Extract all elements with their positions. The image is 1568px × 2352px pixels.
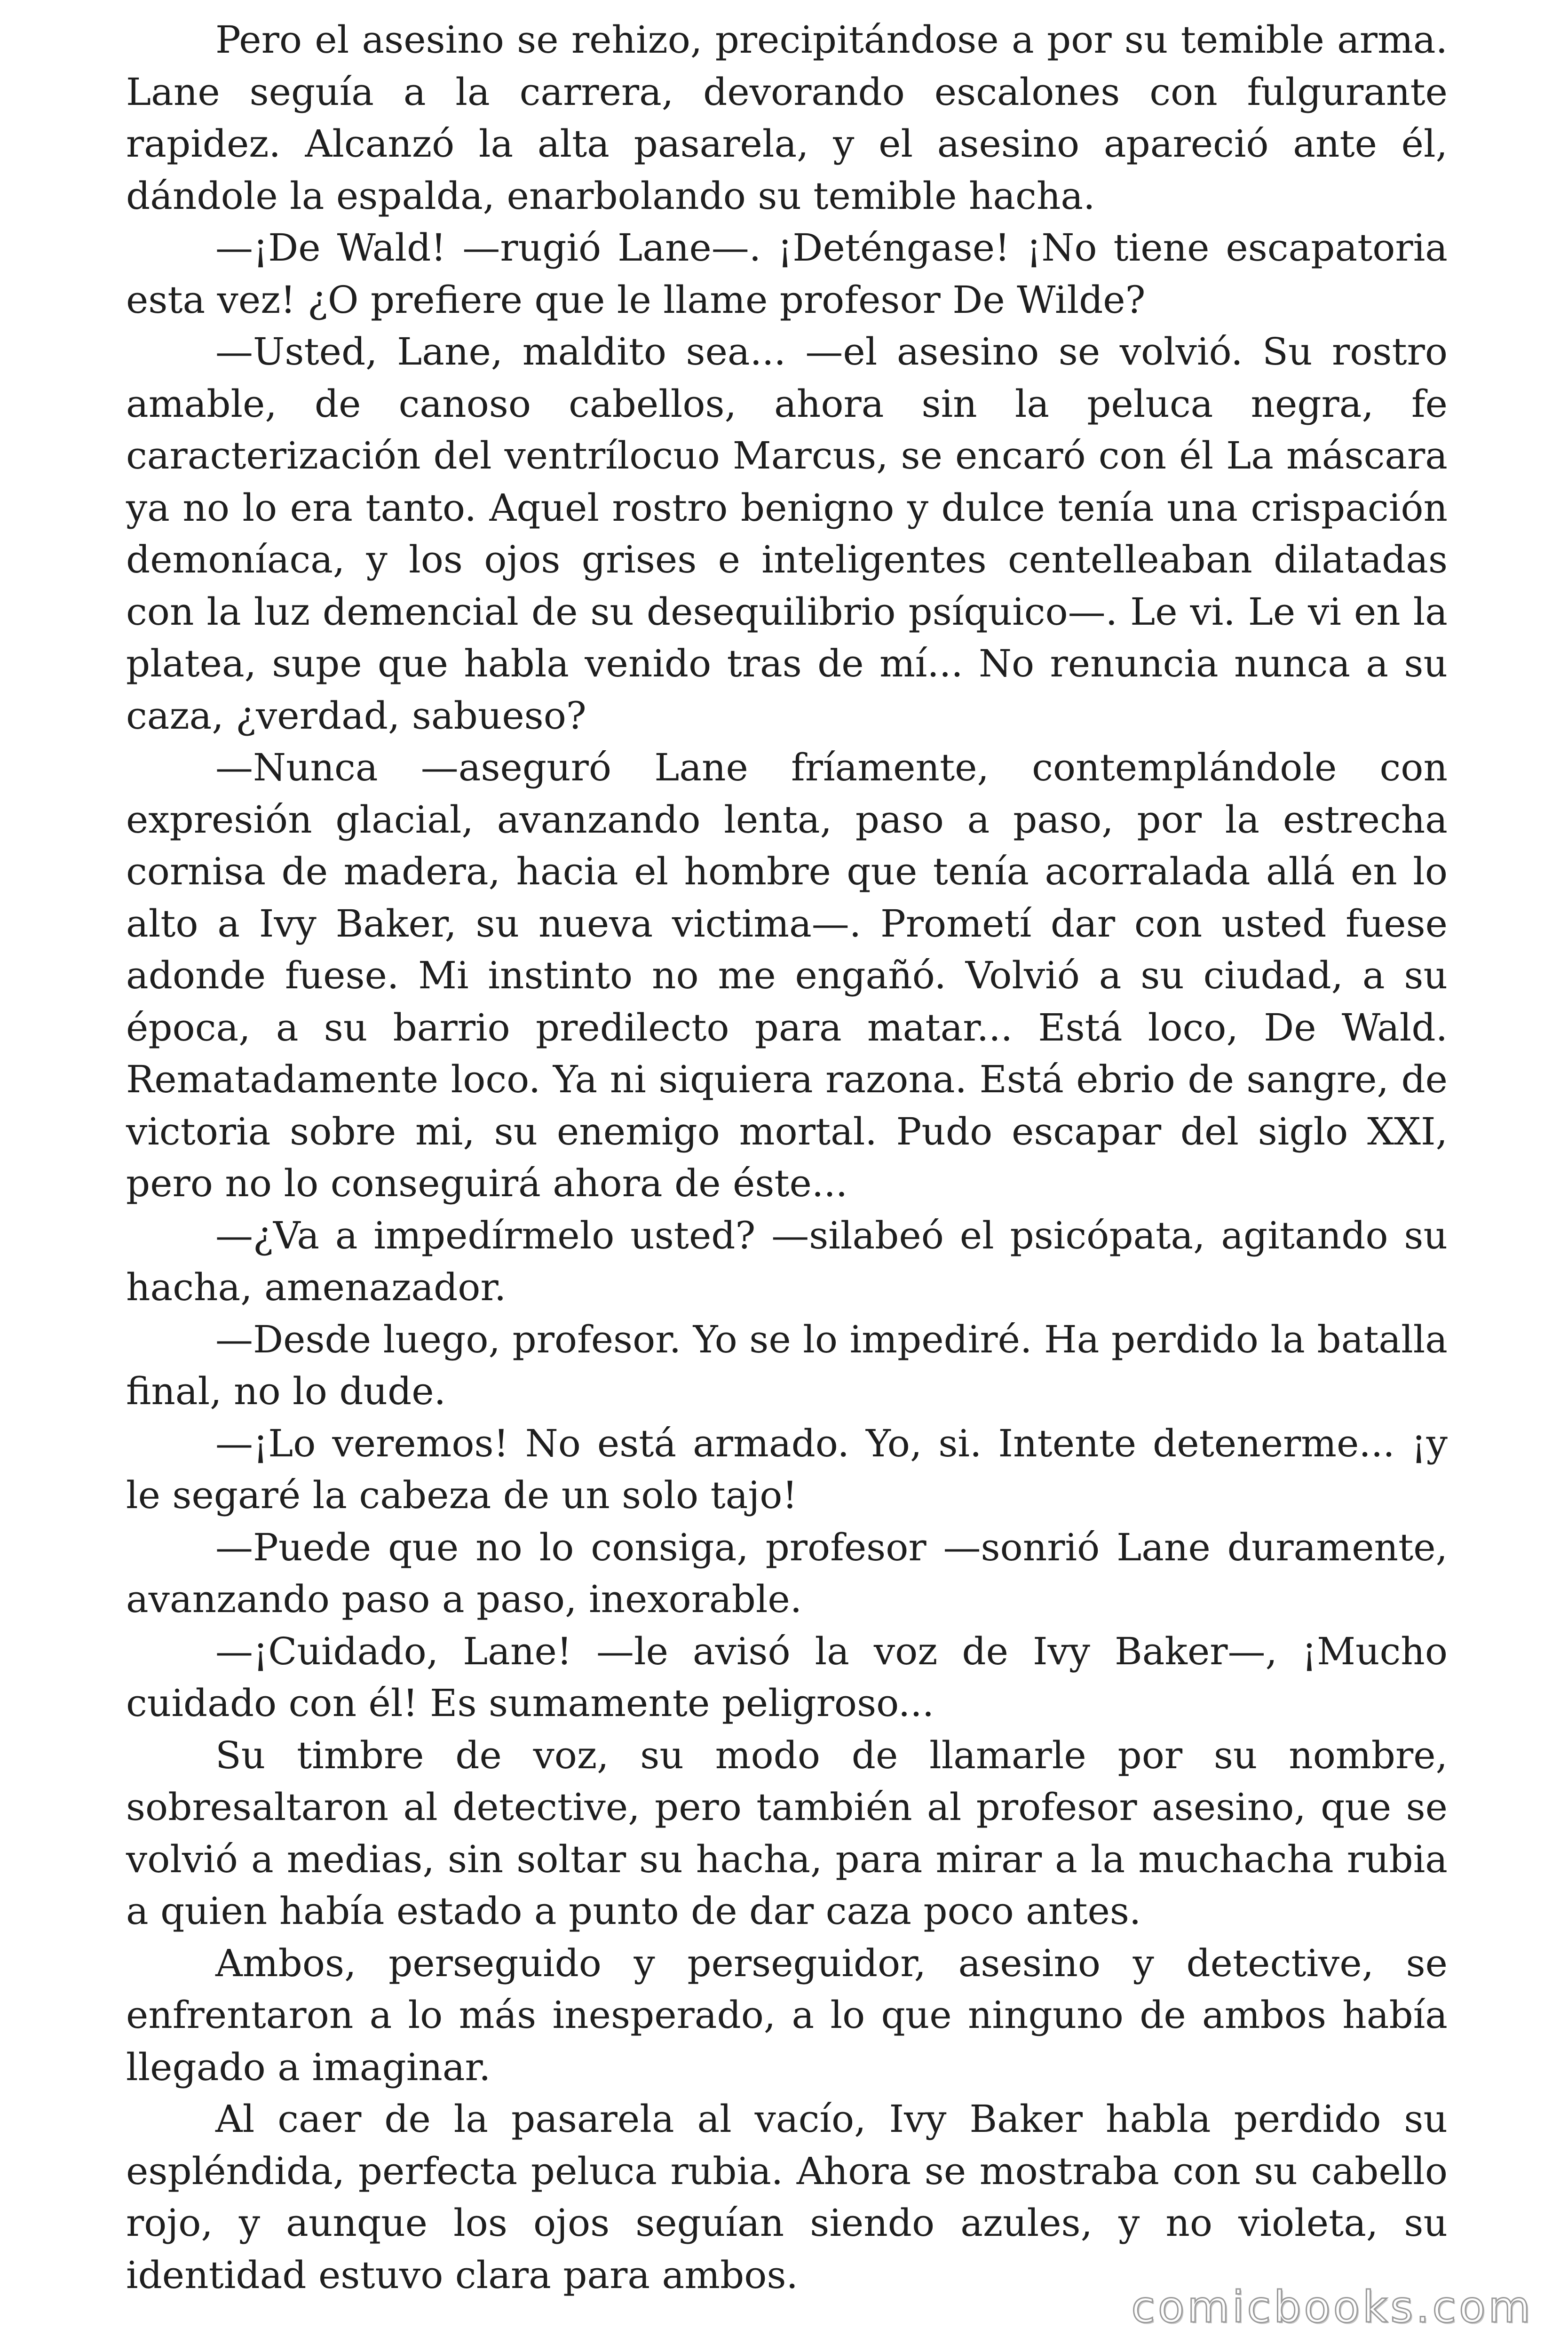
paragraph: Su timbre de voz, su modo de llamarle por su nombre, sobresaltaron al detective, pero también al profesor asesino, que se volvió a medias, sin soltar su hacha, para mirar a la muchacha rubia a quien había estado a punto de dar caza poco antes.	[126, 1733, 1448, 1933]
paragraph: —Nunca —aseguró Lane fríamente, contemplándole con expresión glacial, avanzando lenta, paso a paso, por la estrecha cornisa de madera, hacia el hombre que tenía acorralada allá en lo alto a Ivy Baker, su nueva victima—. Prometí dar con usted fuese adonde fuese. Mi instinto no me engañó. Volvió a su ciudad, a su época, a su barrio predilecto para matar... Está loco, De Wald. Rematadamente loco. Ya ni siquiera razona. Está ebrio de sangre, de victoria sobre mi, su enemigo mortal. Pudo escapar del siglo XXI, pero no lo conseguirá ahora de éste...	[126, 746, 1448, 1205]
paragraph: Pero el asesino se rehizo, precipitándose a por su temible arma. Lane seguía a la carrera, devorando escalones con fulgurante rapidez. Alcanzó la alta pasarela, y el asesino apareció ante él, dándole la espalda, enarbolando su temible hacha.	[126, 18, 1448, 218]
paragraph: —Usted, Lane, maldito sea... —el asesino se volvió. Su rostro amable, de canoso cabellos, ahora sin la peluca negra, fe caracterización del ventrílocuo Marcus, se encaró con él La máscara ya no lo era tanto. Aquel rostro benigno y dulce tenía una crispación demoníaca, y los ojos grises e inteligentes centelleaban dilatadas con la luz demencial de su desequilibrio psíquico—. Le vi. Le vi en la platea, supe que habla venido tras de mí... No renuncia nunca a su caza, ¿verdad, sabueso?	[126, 330, 1448, 738]
paragraph: —Puede que no lo consiga, profesor —sonrió Lane duramente, avanzando paso a paso, inexorable.	[126, 1525, 1448, 1621]
page-body	[126, 14, 1448, 2301]
paragraph: Al caer de la pasarela al vacío, Ivy Baker habla perdido su espléndida, perfecta peluca rubia. Ahora se mostraba con su cabello rojo, y aunque los ojos seguían siendo azules, y no violeta, su identidad estuvo clara para ambos.	[126, 2097, 1448, 2297]
paragraph: —Desde luego, profesor. Yo se lo impediré. Ha perdido la batalla final, no lo dude.	[126, 1317, 1448, 1413]
paragraph: —¡Lo veremos! No está armado. Yo, si. Intente detenerme... ¡y le segaré la cabeza de un solo tajo!	[126, 1421, 1448, 1517]
watermark: comicbooks.com	[1131, 2282, 1533, 2332]
paragraph: —¿Va a impedírmelo usted? —silabeó el psicópata, agitando su hacha, amenazador.	[126, 1213, 1448, 1309]
paragraph: —¡De Wald! —rugió Lane—. ¡Deténgase! ¡No tiene escapatoria esta vez! ¿O prefiere que le llame profesor De Wilde?	[126, 226, 1448, 322]
paragraph: —¡Cuidado, Lane! —le avisó la voz de Ivy Baker—, ¡Mucho cuidado con él! Es sumamente peligroso...	[126, 1629, 1448, 1725]
paragraph: Ambos, perseguido y perseguidor, asesino y detective, se enfrentaron a lo más inesperado, a lo que ninguno de ambos había llegado a imaginar.	[126, 1941, 1448, 2089]
